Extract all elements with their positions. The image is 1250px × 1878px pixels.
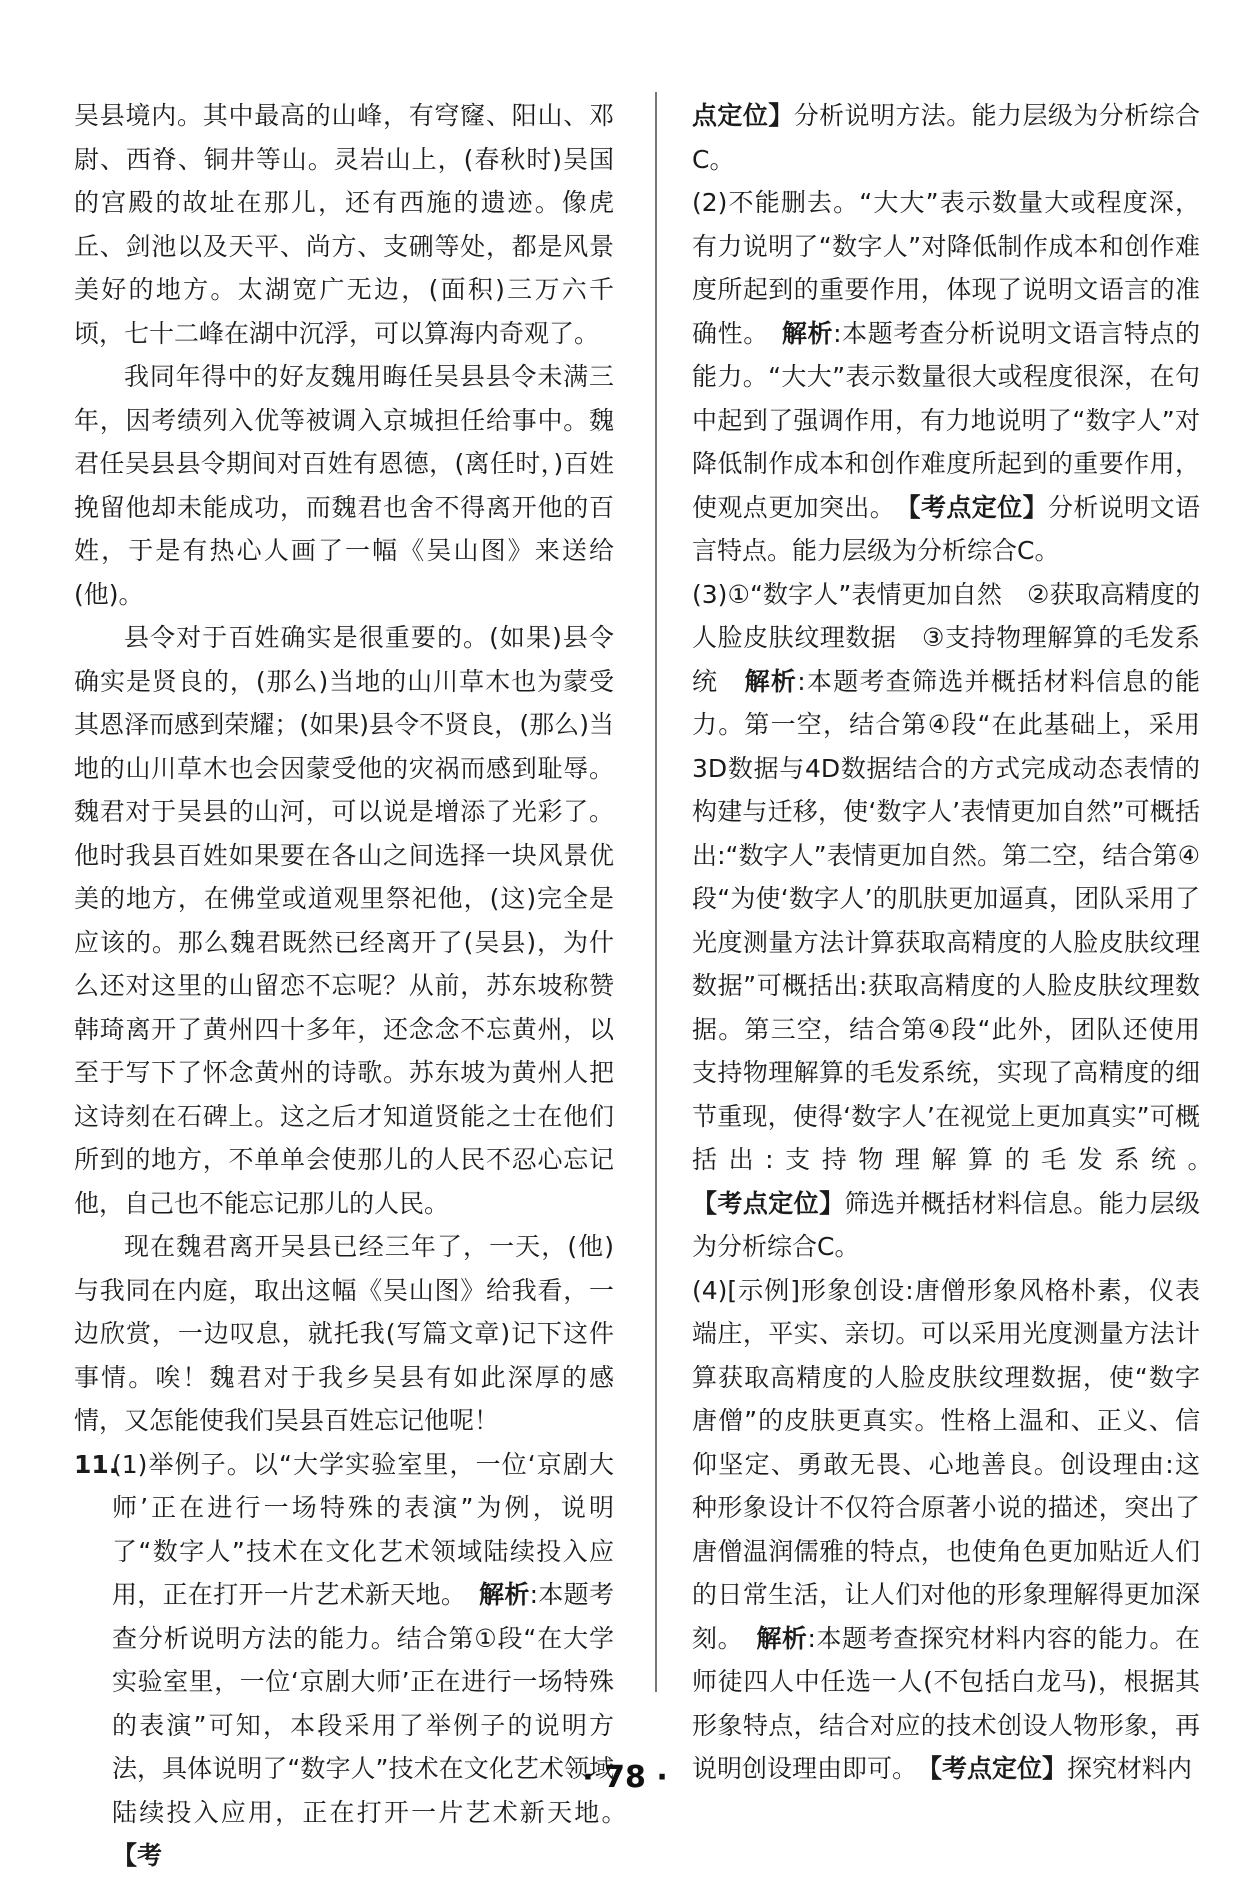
- analysis-text: :本题考查分析说明文语言特点的能力。“大大”表示数量很大或程度很深，在句中起到了强调作用，有力地说明了“数字人”对降低制作成本和创作难度所起到的重要作用，使观点更加突出。: [692, 318, 1200, 522]
- answer-text: (2)不能删去。“大大”表示数量大或程度深，有力说明了“数字人”对降低制作成本和创作难度所起到的重要作用，体现了说明文语言的准确性。: [692, 188, 1200, 348]
- translation-paragraph-1: 吴县境内。其中最高的山峰，有穹窿、阳山、邓尉、西脊、铜井等山。灵岩山上，(春秋时)吴国的宫殿的故址在那儿，还有西施的遗迹。像虎丘、剑池以及天平、尚方、支硎等处，都是风景美好的地方。太湖宽广无边，(面积)三万六千顷，七十二峰在湖中沉浮，可以算海内奇观了。: [74, 101, 614, 348]
- analysis-label: 解析: [479, 1580, 530, 1609]
- exam-point-tag: 【考点定位】: [929, 1754, 1068, 1783]
- right-column: [692, 94, 1200, 1791]
- analysis-label: 解析: [756, 1623, 808, 1653]
- exam-point-text: 探究材料内: [1067, 1754, 1193, 1783]
- translation-paragraph-3: 县令对于百姓确实是很重要的。(如果)县令确实是贤良的，(那么)当地的山川草木也为蒙受其恩泽而感到荣耀；(如果)县令不贤良，(那么)当地的山川草木也会因蒙受他的灾祸而感到耻辱。魏君对于吴县的山河，可以说是增添了光彩了。他时我县百姓如果要在各山之间选择一块风景优美的地方，在佛堂或道观里祭祀他，(这)完全是应该的。那么魏君既然已经离开了(吴县)，为什么还对这里的山留恋不忘呢？从前，苏东坡称赞韩琦离开了黄州四十多年，还念念不忘黄州，以至于写下了怀念黄州的诗歌。苏东坡为黄州人把这诗刻在石碑上。这之后才知道贤能之士在他们所到的地方，不单单会使那儿的人民不忍心忘记他，自己也不能忘记那儿的人民。: [74, 623, 614, 1218]
- left-column: [74, 94, 614, 1878]
- exam-point-tag: 【考点定位】: [908, 492, 1048, 522]
- exam-point-tag: 【考点定位】: [692, 1188, 845, 1218]
- answer-text: (3)①“数字人”表情更加自然 ②获取高精度的人脸皮肤纹理数据 ③支持物理解算的毛发系统: [692, 579, 1200, 696]
- analysis-text: :本题考查分析说明方法的能力。结合第①段“在大学实验室里，一位‘京剧大师’正在进行一场特殊的表演”可知，本段采用了举例子的说明方法，具体说明了“数字人”技术在文化艺术领域陆续投入应用，正在打开一片艺术新天地。: [112, 1580, 614, 1827]
- exam-point-continued: [692, 94, 1200, 181]
- analysis-text: :本题考查探究材料内容的能力。在师徒四人中任选一人(不包括白龙马)，根据其形象特点，结合对应的技术创设人物形象，再说明创设理由即可。: [692, 1623, 1200, 1783]
- column-divider: [655, 92, 657, 1692]
- analysis-text: :本题考查筛选并概括材料信息的能力。第一空，结合第④段“在此基础上，采用3D数据与4D数据结合的方式完成动态表情的构建与迁移，使‘数字人’表情更加自然”可概括出:“数字人”表情更加自然。第二空，结合第④段“为使‘数字人’的肌肤更加逼真，团队采用了光度测量方法计算获取高精度的人脸皮肤纹理数据”可概括出:获取高精度的人脸皮肤纹理数据。第三空，结合第④段“此外，团队还使用支持物理解算的毛发系统，实现了高精度的细节重现，使得‘数字人’在视觉上更加真实”可概括出:支持物理解算的毛发系统。: [692, 666, 1200, 1174]
- exam-point-text: 筛选并概括材料信息。能力层级为分析综合C。: [692, 1188, 1200, 1261]
- question-11-block: [74, 1443, 614, 1878]
- question-11-answer-1: [74, 1443, 614, 1878]
- answer-4: [692, 1269, 1200, 1791]
- analysis-label: 解析: [781, 318, 834, 348]
- page-number: · 78 ·: [582, 1760, 668, 1795]
- translation-paragraph-2: 我同年得中的好友魏用晦任吴县县令未满三年，因考绩列入优等被调入京城担任给事中。魏君任吴县县令期间对百姓有恩德，(离任时，)百姓挽留他却未能成功，而魏君也舍不得离开他的百姓，于是有热心人画了一幅《吴山图》来送给(他)。: [74, 362, 614, 609]
- exam-point-tag: 【考: [112, 1841, 163, 1870]
- translation-paragraph-4: 现在魏君离开吴县已经三年了，一天，(他)与我同在内庭，取出这幅《吴山图》给我看，一边欣赏，一边叹息，就托我(写篇文章)记下这件事情。唉！魏君对于我乡吴县有如此深厚的感情，又怎能使我们吴县百姓忘记他呢！: [74, 1232, 614, 1435]
- answer-3: [692, 573, 1200, 1269]
- answer-text: (4)[示例]形象创设:唐僧形象风格朴素，仪表端庄，平实、亲切。可以采用光度测量方法计算获取高精度的人脸皮肤纹理数据，使“数字唐僧”的皮肤更真实。性格上温和、正义、信仰坚定、勇敢无畏、心地善良。创设理由:这种形象设计不仅符合原著小说的描述，突出了唐僧温润儒雅的特点，也使角色更加贴近人们的日常生活，让人们对他的形象理解得更加深刻。: [692, 1275, 1200, 1653]
- answer-2: [692, 181, 1200, 573]
- exam-point-text: 分析说明文语言特点。能力层级为分析综合C。: [692, 492, 1200, 565]
- analysis-label: 解析: [744, 666, 798, 696]
- answer-text: (1)举例子。以“大学实验室里，一位‘京剧大师’正在进行一场特殊的表演”为例，说明了“数字人”技术在文化艺术领域陆续投入应用，正在打开一片艺术新天地。: [112, 1449, 614, 1609]
- exam-point-text: 分析说明方法。能力层级为分析综合C。: [692, 101, 1200, 174]
- exam-point-tag: 点定位】: [692, 101, 794, 130]
- question-number: 11.: [74, 1449, 119, 1479]
